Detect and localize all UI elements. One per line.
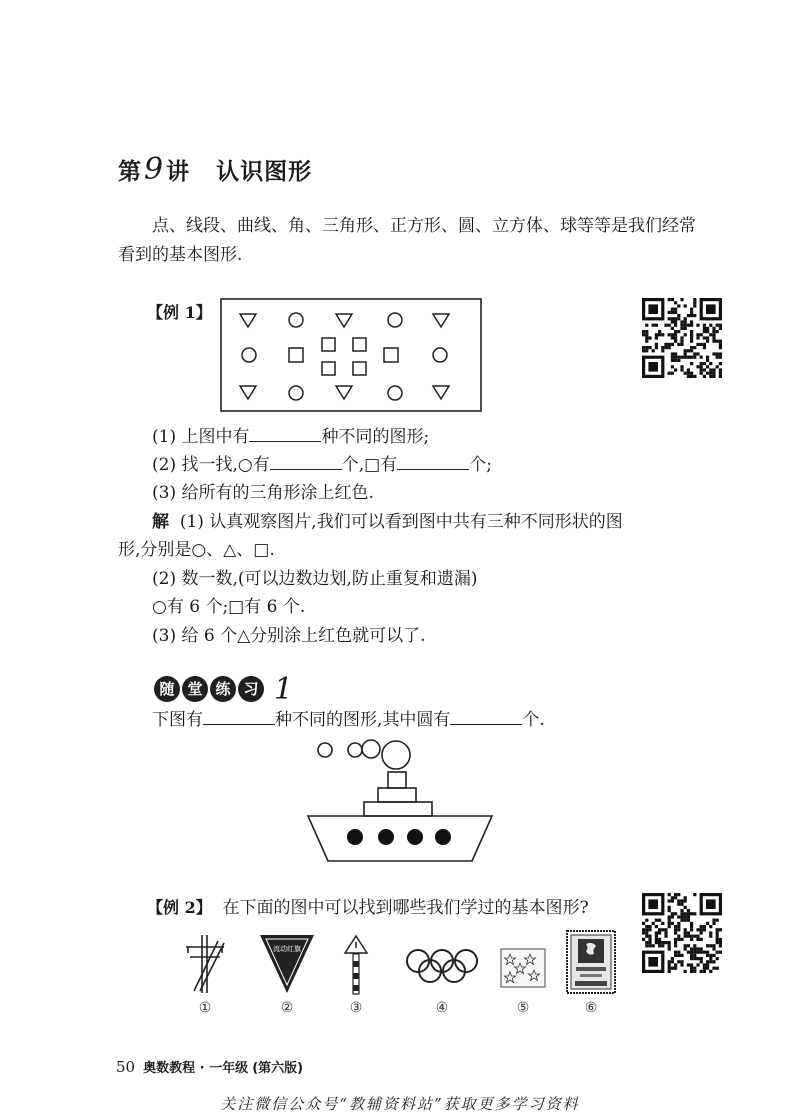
practice-question <box>152 706 545 735</box>
square-shape <box>289 348 303 362</box>
example-2-label: 【例 2】 <box>147 898 212 917</box>
intro-line-1: 点、线段、曲线、角、三角形、正方形、圆、立方体、球等等是我们经常 <box>152 216 696 236</box>
solution-line-2: 形,分别是○、△、□. <box>118 540 275 560</box>
book-edition: (第六版) <box>252 1061 304 1076</box>
practice-text-mid: 种不同的图形,其中圆有 <box>275 710 451 730</box>
shapes-figure <box>220 298 482 412</box>
lesson-name: 认识图形 <box>216 158 313 185</box>
olympic-stamp-icon <box>566 930 616 994</box>
example-2-line <box>147 893 589 923</box>
hull-trapezoid <box>308 816 492 861</box>
circle-shape <box>433 348 447 362</box>
answer-blank[interactable] <box>270 451 342 470</box>
lesson-title <box>118 152 312 187</box>
question-2-tail: 个; <box>469 455 492 475</box>
solution-line-3: (2) 数一数,(可以边数边划,防止重复和遗漏) <box>152 569 478 589</box>
question-2-text: (2) 找一找,○有 <box>152 455 270 475</box>
square-shape <box>322 362 335 375</box>
caption-6: ⑥ <box>584 1000 598 1016</box>
book-title: 奥数教程 · 一年级 <box>143 1061 249 1076</box>
answer-blank[interactable] <box>450 706 522 725</box>
cabin-rectangle <box>378 788 416 802</box>
caption-5: ⑤ <box>516 1000 530 1016</box>
warning-sign-icon <box>342 933 370 995</box>
question-3: (3) 给所有的三角形涂上红色. <box>152 483 374 503</box>
smoke-circle <box>348 743 362 757</box>
pennant-text: 流动红旗 <box>273 945 301 953</box>
caption-2: ② <box>280 1000 294 1016</box>
solution-line-5: (3) 给 6 个△分别涂上红色就可以了. <box>152 626 426 646</box>
practice-char: 随 <box>154 676 180 702</box>
lesson-suffix: 讲 <box>166 158 191 185</box>
triangle-shape <box>336 314 352 327</box>
answer-blank[interactable] <box>397 451 469 470</box>
circle-shape <box>289 386 303 400</box>
page-number: 50 <box>116 1058 136 1076</box>
star-flag-icon <box>500 948 546 988</box>
smoke-circle <box>382 741 410 769</box>
square-shape <box>353 338 366 351</box>
qr-code-icon <box>642 298 722 378</box>
square-shape <box>322 338 335 351</box>
question-2-mid: 个,□有 <box>341 455 398 475</box>
triangle-shape <box>336 386 352 399</box>
question-2 <box>152 451 492 480</box>
smoke-circle <box>318 743 332 757</box>
practice-number: 1 <box>274 672 294 707</box>
square-shape <box>384 348 398 362</box>
practice-text: 下图有 <box>152 710 203 730</box>
question-1 <box>152 423 429 452</box>
circle-shape <box>242 348 256 362</box>
solution-text-1: (1) 认真观察图片,我们可以看到图中共有三种不同形状的图 <box>179 512 623 532</box>
caption-1: ① <box>198 1000 212 1016</box>
porthole-circle <box>378 829 394 845</box>
circle-shape <box>388 386 402 400</box>
chimney-square <box>388 772 406 788</box>
page-footer <box>116 1057 303 1076</box>
bottom-note: 关注微信公众号“教辅资料站”获取更多学习资料 <box>220 1095 580 1113</box>
smoke-circle <box>362 740 380 758</box>
qr-code-icon <box>642 893 722 973</box>
practice-char: 习 <box>238 676 264 702</box>
triangle-shape <box>433 386 449 399</box>
triangle-shape <box>240 314 256 327</box>
circle-shape <box>388 313 402 327</box>
practice-char: 堂 <box>182 676 208 702</box>
practice-text-tail: 个. <box>522 710 545 730</box>
caption-4: ④ <box>435 1000 449 1016</box>
pennant-flag-icon <box>258 933 316 995</box>
intro-line-2: 看到的基本图形. <box>118 245 243 265</box>
practice-char: 练 <box>210 676 236 702</box>
porthole-circle <box>407 829 423 845</box>
porthole-circle <box>347 829 363 845</box>
solution-line-4: ○有 6 个;□有 6 个. <box>152 597 306 617</box>
triangle-shape <box>433 314 449 327</box>
triangle-shape <box>240 386 256 399</box>
solution-line-1 <box>152 508 623 537</box>
porthole-circle <box>435 829 451 845</box>
question-1-tail: 种不同的图形; <box>321 427 430 447</box>
practice-header <box>154 672 293 707</box>
ship-figure <box>300 735 500 865</box>
olympic-rings-icon <box>404 948 480 984</box>
deck-rectangle <box>364 802 432 816</box>
example-2-question: 在下面的图中可以找到哪些我们学过的基本图形? <box>222 898 589 918</box>
caption-3: ③ <box>349 1000 363 1016</box>
answer-blank[interactable] <box>203 706 275 725</box>
question-1-text: (1) 上图中有 <box>152 427 250 447</box>
utility-pole-icon <box>180 933 230 995</box>
example-1-label: 【例 1】 <box>147 303 212 322</box>
circle-shape <box>289 313 303 327</box>
lesson-prefix: 第 <box>118 158 142 185</box>
solution-label: 解 <box>152 512 169 532</box>
square-shape <box>353 362 366 375</box>
lesson-number: 9 <box>144 152 165 187</box>
answer-blank[interactable] <box>249 423 321 442</box>
